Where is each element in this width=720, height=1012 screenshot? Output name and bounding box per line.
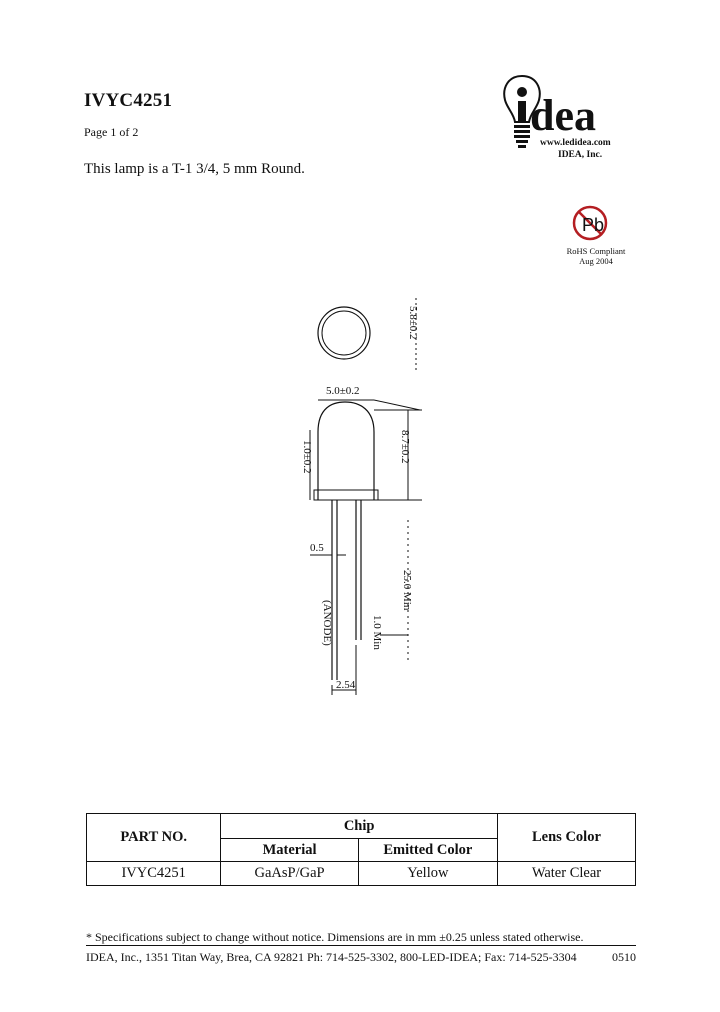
logo-wordmark-text: dea bbox=[530, 91, 596, 140]
led-dimension-drawing bbox=[270, 280, 440, 700]
logo-url: www.ledidea.com bbox=[540, 138, 611, 148]
cell-part: IVYC4251 bbox=[87, 862, 221, 886]
header-lens-color: Lens Color bbox=[497, 814, 635, 862]
lamp-description: This lamp is a T-1 3/4, 5 mm Round. bbox=[84, 161, 305, 177]
led-body bbox=[318, 402, 374, 500]
dim-spacing: 2.54 bbox=[336, 679, 356, 691]
table-row bbox=[87, 862, 636, 886]
dim-min: 1.0 Min bbox=[371, 615, 383, 650]
rohs-pb-free-icon bbox=[560, 200, 616, 246]
logo-company: IDEA, Inc. bbox=[558, 150, 603, 160]
footer-code: 0510 bbox=[612, 950, 636, 964]
top-view-outer bbox=[318, 307, 370, 359]
rohs-label: RoHS Compliant bbox=[566, 246, 626, 256]
dim-body-height: 8.7±0.2 bbox=[399, 430, 411, 464]
dim-lead-length: 25.0 Min bbox=[401, 570, 413, 611]
dim-lead: 0.5 bbox=[310, 542, 324, 554]
top-view-inner bbox=[322, 311, 366, 355]
footer-divider bbox=[86, 945, 636, 946]
cell-material: GaAsP/GaP bbox=[221, 862, 358, 886]
header-emitted-color: Emitted Color bbox=[358, 839, 497, 862]
footer-address: IDEA, Inc., 1351 Titan Way, Brea, CA 92821 Ph: 714-525-3302, 800-LED-IDEA; Fax: 714-525-3304 bbox=[86, 950, 577, 964]
pb-symbol: Pb bbox=[582, 215, 605, 235]
spec-note: * Specifications subject to change without notice. Dimensions are in mm ±0.25 unless stated otherwise. bbox=[86, 930, 584, 944]
cell-emitted: Yellow bbox=[358, 862, 497, 886]
rohs-date: Aug 2004 bbox=[579, 256, 613, 266]
page-number: Page 1 of 2 bbox=[84, 125, 139, 139]
dim-flange: 1.0±0.2 bbox=[301, 440, 313, 474]
header-chip: Chip bbox=[221, 814, 498, 839]
cell-lens: Water Clear bbox=[497, 862, 635, 886]
dim-top-view: 5.8±0.2 bbox=[407, 306, 419, 340]
header-part-no: PART NO. bbox=[87, 814, 221, 862]
part-title: IVYC4251 bbox=[84, 90, 173, 111]
spec-table bbox=[86, 813, 636, 886]
anode-label: (ANODE) bbox=[321, 600, 333, 646]
header-material: Material bbox=[221, 839, 358, 862]
dim-width: 5.0±0.2 bbox=[326, 385, 360, 397]
